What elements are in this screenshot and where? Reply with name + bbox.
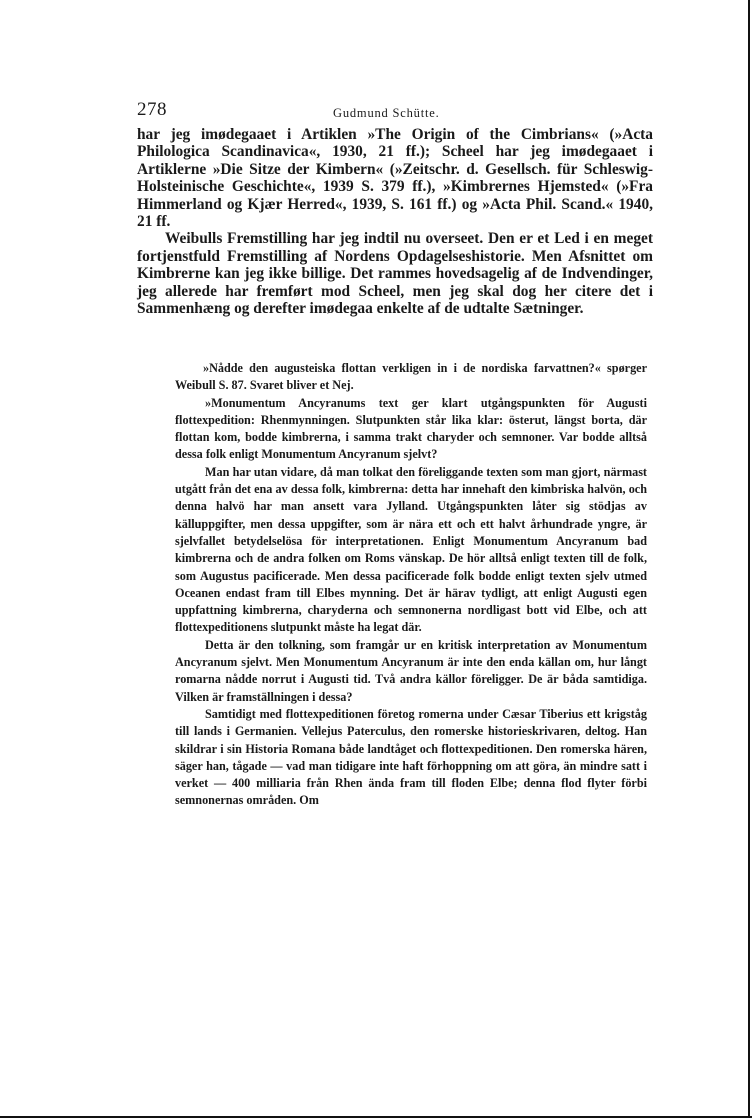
- quote-paragraph-1: »Nådde den augusteiska flottan verkligen in i de nordiska farvattnen?« spørger Weibull S. 87. Svaret bliver et Nej.: [175, 361, 647, 393]
- quote-paragraph-3: Man har utan vidare, då man tolkat den föreliggande texten som man gjort, närmast utgått från det ena av dessa folk, kimbrerna: detta har innehaft den kimbriska halvön, och denna halvö har man ansett vara Jylland. Utgångspunkten låter sig stödjas av källuppgifter, men dessa uppgifter, som är nära ett och ett halvt århundrade yngre, är sjelvfallet betydelselösa för interpretationen. Enligt Monumentum Ancyranum bad kimbrerna och de andra folken om Roms vänskap. De hör alltså enligt texten till de folk, som Augustus pacificerade. Men dessa pacificerade folk bodde enligt texten sjelv utmed Oceanen endast fram till Elbes mynning. Det är härav tydligt, att enligt Augusti egen uppfattning kimbrerna, charyderna och semnonerna nordligast bott vid Elbe, och att flottexpeditionens slutpunkt måste ha legat där.: [175, 464, 647, 635]
- body-paragraph-2: Weibulls Fremstilling har jeg indtil nu overseet. Den er et Led i en meget fortjenstfuld Fremstilling af Nordens Opdagelseshistorie. Men Afsnittet om Kimbrerne kan jeg ikke billige. Det rammes hovedsagelig af de Indvendinger, jeg allerede har fremført mod Scheel, men jeg skal dog her citere det i Sammenhæng og derefter imødegaa enkelte af de udtalte Sætninger.: [137, 230, 653, 318]
- running-head: Gudmund Schütte.: [333, 106, 440, 120]
- scan-border-bottom: [0, 1116, 752, 1118]
- block-quote: [175, 360, 647, 810]
- body-paragraph-1: har jeg imødegaaet i Artiklen »The Origin of the Cimbrians« (»Acta Philologica Scandinavica«, 1930, 21 ff.); Scheel har jeg imødegaaet i Artiklerne »Die Sitze der Kimbern« (»Zeitschr. d. Gesellsch. für Schleswig-Holsteinische Geschichte«, 1939 S. 379 ff.), »Kimbrernes Hjemsted« (»Fra Himmerland og Kjær Herred«, 1939, S. 161 ff.) og »Acta Phil. Scand.« 1940, 21 ff.: [137, 126, 653, 231]
- scan-border-right: [748, 0, 750, 1117]
- quote-paragraph-4: Detta är den tolkning, som framgår ur en kritisk interpretation av Monumentum Ancyranum sjelvt. Men Monumentum Ancyranum är inte den enda källan om, hur långt romarna nådde norrut i Augusti tid. Två andra källor föreligger. De är båda samtidiga. Vilken är framställningen i dessa?: [175, 637, 647, 704]
- quote-paragraph-5: Samtidigt med flottexpeditionen företog romerna under Cæsar Tiberius ett krigståg till lands i Germanien. Vellejus Paterculus, den romerske historieskrivaren, deltog. Han skildrar i sin Historia Romana både landtåget och flottexpeditionen. Den romerska hären, säger han, tågade — vad man tidigare inte haft förhoppning om att göra, än mindre satt i verket — 400 milliaria från Rhen ända fram till floden Elbe; denna flod flyter förbi semnonernas områden. Om: [175, 706, 647, 808]
- quote-paragraph-2: »Monumentum Ancyranums text ger klart utgångspunkten för Augusti flottexpedition: Rhenmynningen. Slutpunkten står lika klar: österut, längst borta, där flottan kom, bodde kimbrerna, i samma trakt charyder och semnoner. Var bodde alltså dessa folk enligt Monumentum Ancyranum sjelvt?: [175, 395, 647, 462]
- body-text: [137, 126, 653, 317]
- page-number: 278: [137, 99, 167, 120]
